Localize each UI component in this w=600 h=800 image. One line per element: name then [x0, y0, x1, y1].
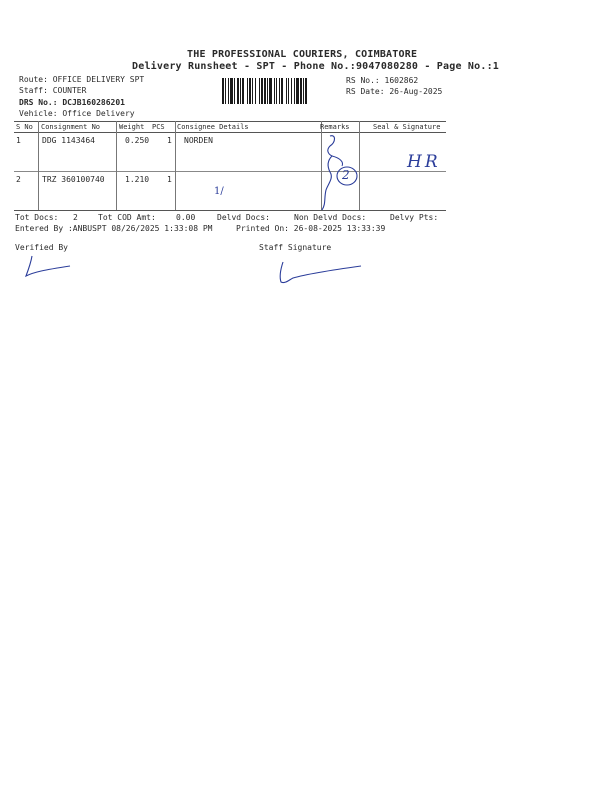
row-consignment: TRZ 360100740	[42, 175, 105, 184]
printed-on: Printed On: 26-08-2025 13:33:39	[236, 224, 386, 233]
barcode	[222, 78, 340, 104]
remark-number-mark: 2	[342, 168, 350, 182]
staff-label: Staff: COUNTER	[19, 86, 87, 95]
rs-number: RS No.: 1602862	[346, 76, 419, 85]
verified-signature	[24, 254, 74, 280]
row-sno: 1	[16, 136, 21, 145]
row2-mark: 1/	[214, 186, 224, 197]
tot-cod-value: 0.00	[176, 213, 196, 222]
tot-docs-value: 2	[73, 213, 78, 222]
verified-by-label: Verified By	[15, 243, 68, 252]
non-delvd-docs-label: Non Delvd Docs:	[294, 213, 367, 222]
header-consignee: Consignee Details	[177, 123, 249, 131]
rs-date: RS Date: 26-Aug-2025	[346, 87, 443, 96]
staff-signature-label: Staff Signature	[259, 243, 332, 252]
row-weight: 1.210	[125, 175, 150, 184]
row-consignee: NORDEN	[184, 136, 213, 145]
header-weight: Weight	[119, 123, 145, 131]
tot-docs-label: Tot Docs:	[15, 213, 59, 222]
header-consignment: Consignment No	[41, 123, 101, 131]
runsheet-subtitle: Delivery Runsheet - SPT - Phone No.:9047080280 - Page No.:1	[132, 61, 500, 72]
header-sno: S No	[16, 123, 33, 131]
delvy-pts-label: Delvy Pts:	[390, 213, 439, 222]
vehicle-label: Vehicle: Office Delivery	[19, 109, 135, 118]
company-title: THE PROFESSIONAL COURIERS, COIMBATORE	[187, 49, 418, 60]
row-sno: 2	[16, 175, 21, 184]
header-seal: Seal & Signature	[373, 123, 441, 131]
seal-initials: HR	[407, 152, 441, 172]
delvd-docs-label: Delvd Docs:	[217, 213, 270, 222]
row-weight: 0.250	[125, 136, 150, 145]
row-pcs: 1	[167, 175, 172, 184]
staff-signature	[277, 260, 367, 286]
header-remarks: Remarks	[320, 123, 350, 131]
entered-by: Entered By :ANBUSPT 08/26/2025 1:33:08 PM	[15, 224, 213, 233]
route-label: Route: OFFICE DELIVERY SPT	[19, 75, 145, 84]
tot-cod-label: Tot COD Amt:	[98, 213, 156, 222]
row-pcs: 1	[167, 136, 172, 145]
drs-number: DRS No.: DCJB160286201	[19, 98, 125, 107]
row-consignment: DDG 1143464	[42, 136, 95, 145]
header-pcs: PCS	[152, 123, 165, 131]
